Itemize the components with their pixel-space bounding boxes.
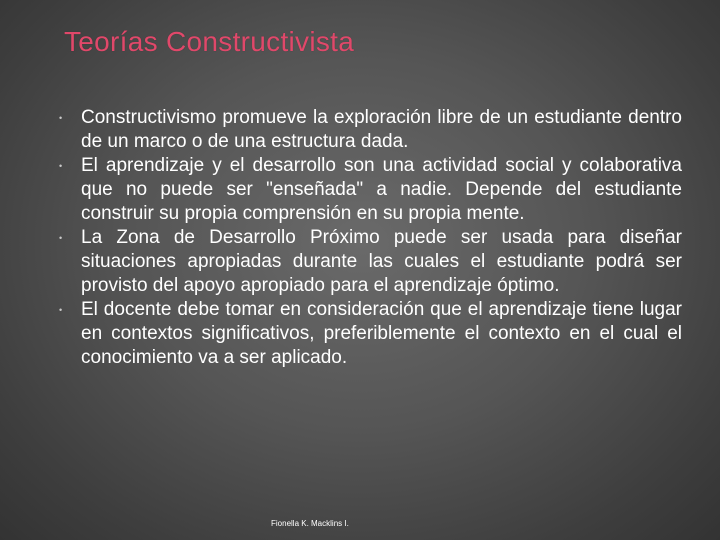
bullet-item: [60, 226, 682, 298]
bullet-icon: •: [59, 233, 63, 243]
bullet-item: [60, 298, 682, 370]
bullet-list: [60, 106, 682, 370]
bullet-text: Constructivismo promueve la exploración libre de un estudiante dentro de un marco o de una estructura dada.: [81, 107, 682, 152]
bullet-icon: •: [59, 305, 63, 315]
bullet-item: [60, 106, 682, 154]
bullet-text: El aprendizaje y el desarrollo son una actividad social y colaborativa que no puede ser "enseñada" a nadie. Depende del estudiante construir su propia comprensión en su propia mente.: [81, 155, 682, 224]
bullet-text: La Zona de Desarrollo Próximo puede ser usada para diseñar situaciones apropiadas durante las cuales el estudiante podrá ser provisto del apoyo apropiado para el aprendizaje óptimo.: [81, 227, 682, 296]
bullet-text: El docente debe tomar en consideración que el aprendizaje tiene lugar en contextos significativos, preferiblemente el contexto en el cual el conocimiento va a ser aplicado.: [81, 299, 682, 368]
slide-footer: Fionella K. Macklins I.: [271, 519, 349, 528]
bullet-icon: •: [59, 113, 63, 123]
bullet-icon: •: [59, 161, 63, 171]
slide-title: Teorías Constructivista: [64, 26, 355, 57]
bullet-item: [60, 154, 682, 226]
